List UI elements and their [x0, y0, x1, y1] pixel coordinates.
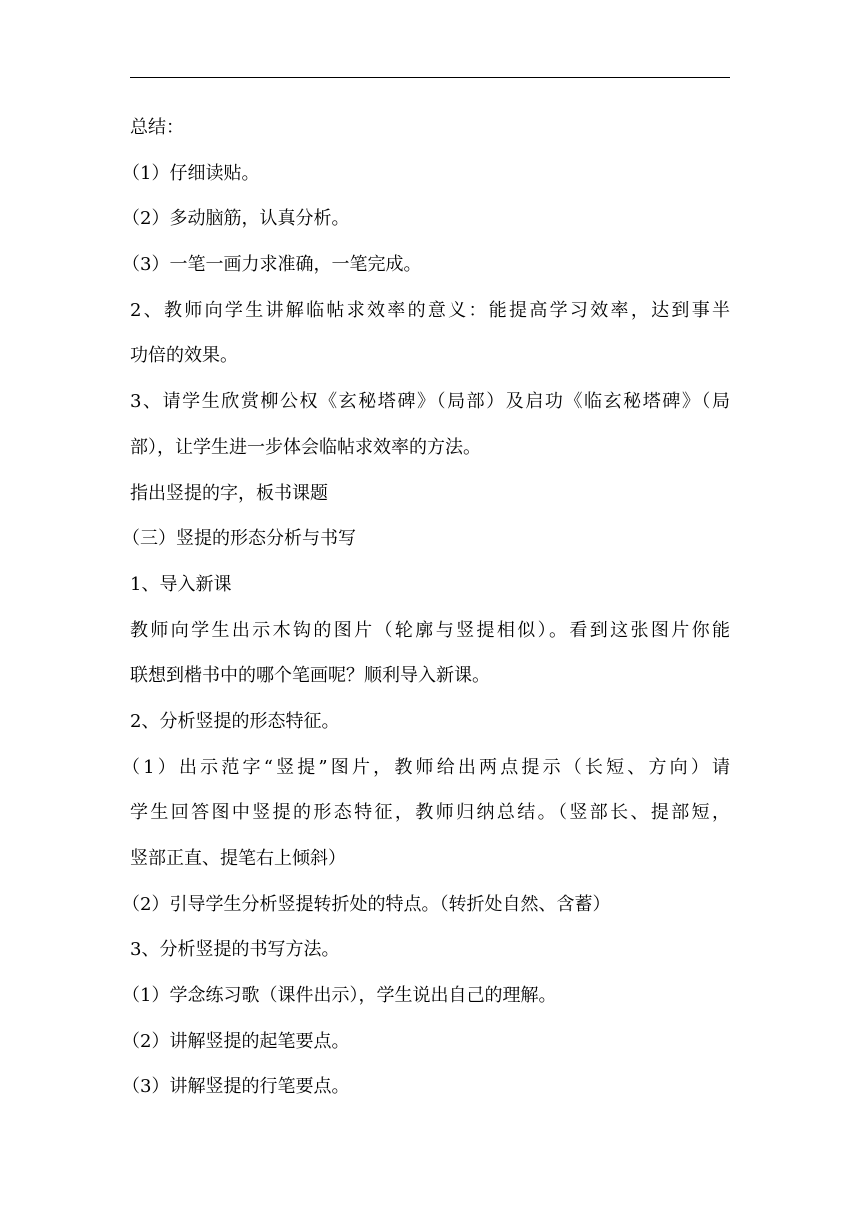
paragraph-line: 3、分析竖提的书写方法。 [130, 939, 340, 961]
paragraph-line: 教师向学生出示木钩的图片（轮廓与竖提相似）。看到这张图片你能 [130, 619, 730, 641]
paragraph-line: 2、教师向学生讲解临帖求效率的意义：能提高学习效率，达到事半 [130, 299, 730, 321]
paragraph-line: 功倍的效果。 [130, 345, 238, 367]
paragraph-line: 学生回答图中竖提的形态特征，教师归纳总结。（竖部长、提部短， [130, 802, 730, 824]
paragraph-line: 1、导入新课 [130, 573, 232, 595]
paragraph-line: 总结： [130, 117, 184, 138]
header-rule [130, 77, 730, 78]
paragraph-line: （2）讲解竖提的起笔要点。 [122, 1030, 350, 1052]
paragraph-line: 2、分析竖提的形态特征。 [130, 710, 340, 732]
paragraph-line: （1）学念练习歌（课件出示），学生说出自己的理解。 [122, 985, 557, 1007]
paragraph-line: （3）一笔一画力求准确，一笔完成。 [122, 254, 422, 276]
paragraph-line: （2）引导学生分析竖提转折处的特点。（转折处自然、含蓄） [122, 893, 611, 915]
paragraph-line: 竖部正直、提笔右上倾斜） [130, 848, 346, 869]
paragraph-line: （1）出示范字“竖提”图片，教师给出两点提示（长短、方向）请 [122, 756, 730, 778]
paragraph-line: （3）讲解竖提的行笔要点。 [122, 1076, 350, 1098]
paragraph-line: （1）仔细读贴。 [122, 162, 260, 184]
paragraph-line: 3、请学生欣赏柳公权《玄秘塔碑》（局部）及启功《临玄秘塔碑》（局 [130, 391, 730, 413]
body-text [122, 105, 730, 1110]
paragraph-line: （2）多动脑筋，认真分析。 [122, 208, 350, 230]
paragraph-line: （三）竖提的形态分析与书写 [122, 528, 356, 550]
paragraph-line: 指出竖提的字，板书课题 [130, 482, 328, 504]
paragraph-line: 部），让学生进一步体会临帖求效率的方法。 [130, 436, 481, 458]
paragraph-line: 联想到楷书中的哪个笔画呢？顺利导入新课。 [130, 665, 490, 687]
